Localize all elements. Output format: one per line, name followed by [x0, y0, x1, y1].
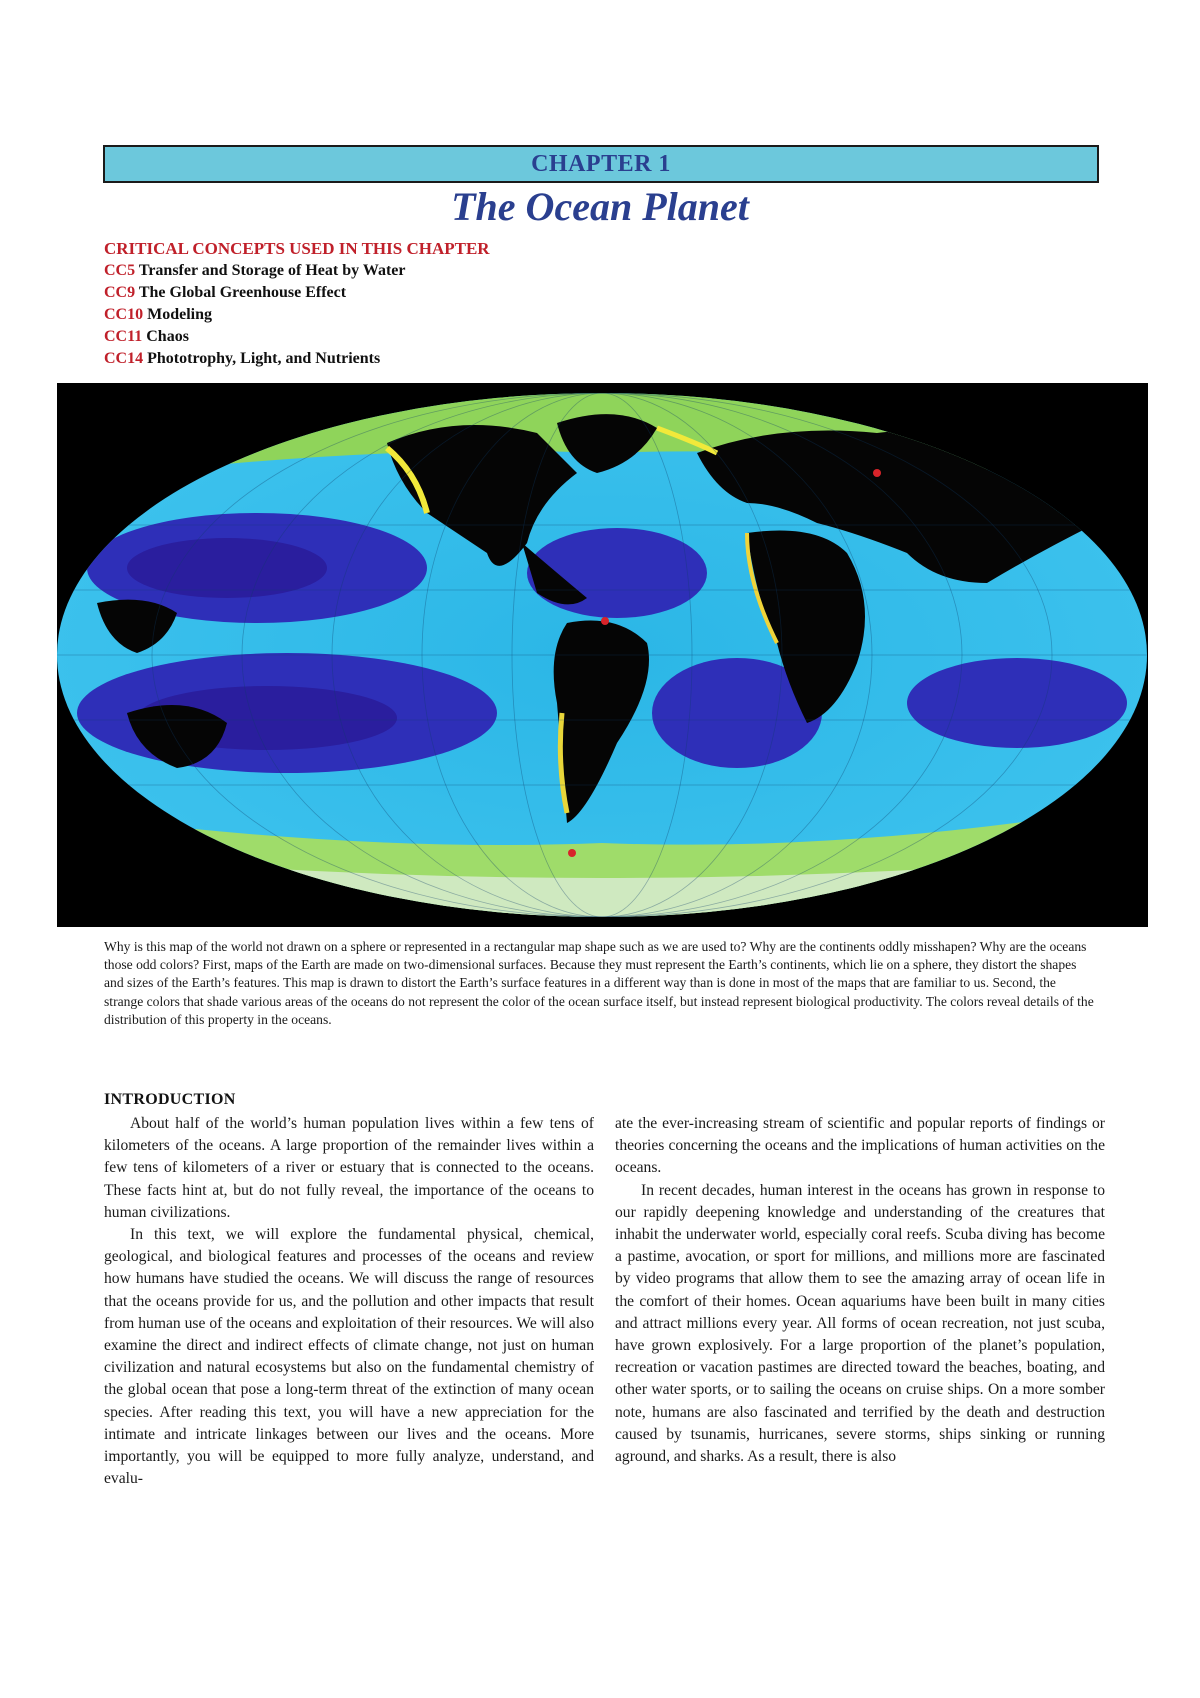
concept-text: Chaos: [146, 328, 189, 345]
world-map-graphic: [57, 383, 1148, 927]
body-column-left: [104, 1113, 594, 1490]
concept-code: CC10: [104, 306, 144, 323]
north-pacific-gyre-core: [127, 538, 327, 598]
concept-code: CC11: [104, 328, 143, 345]
concept-text: The Global Greenhouse Effect: [138, 284, 347, 301]
high-productivity-spot: [568, 849, 576, 857]
body-paragraph-continuation: ate the ever-increasing stream of scientific and popular reports of findings or theories concerning the oceans and the implications of human activities on the oceans.: [615, 1115, 1105, 1177]
concept-text: Modeling: [147, 306, 212, 323]
ocean-productivity-map: [57, 383, 1148, 927]
concept-text: Transfer and Storage of Heat by Water: [138, 262, 406, 279]
body-paragraph: About half of the world’s human population lives within a few tens of kilometers of the oceans. A large proportion of the remainder lives within a few tens of kilometers of a river or estuary that is connected to the oceans. These facts hint at, but do not fully reveal, the importance of the oceans to human civilizations.: [104, 1115, 594, 1221]
concept-item: [104, 260, 804, 282]
indian-ocean-gyre: [907, 658, 1127, 748]
figure-caption: Why is this map of the world not drawn on a sphere or represented in a rectangular map shape such as we are used to? Why are the continents oddly misshapen? Why are the oceans those odd colors? First, maps of the Earth are made on two-dimensional surfaces. Because they must represent the Earth’s continents, which lie on a sphere, they distort the shapes and sizes of the Earth’s features. This map is drawn to distort the Earth’s surface features in a different way than is done in most of the maps that are familiar to us. Second, the strange colors that shade various areas of the oceans do not represent the color of the ocean surface itself, but instead represent biological productivity. The colors reveal details of the distribution of this property in the oceans.: [104, 939, 1094, 1027]
concept-code: CC9: [104, 284, 136, 301]
high-productivity-spot: [601, 617, 609, 625]
chapter-title: The Ocean Planet: [451, 184, 749, 229]
high-productivity-spot: [873, 469, 881, 477]
body-column-right: [615, 1113, 1105, 1468]
concept-code: CC14: [104, 350, 144, 367]
introduction-heading: INTRODUCTION: [104, 1091, 236, 1108]
chapter-label: CHAPTER 1: [531, 150, 671, 177]
body-paragraph: In recent decades, human interest in the oceans has grown in response to our rapidly deepening knowledge and understanding of the creatures that inhabit the underwater world, especially coral reefs. Scuba diving has become a pastime, avocation, or sport for millions, and millions more are fascinated by video programs that allow them to see the amazing array of ocean life in the comfort of their homes. Ocean aquariums have been built in many cities and attract millions every year. All forms of ocean recreation, not just scuba, have grown explosively. For a large proportion of the planet’s population, recreation or vacation pastimes are directed toward the beaches, boating, and other water sports, or to sailing the oceans on cruise ships. On a more somber note, humans are also fascinated and terrified by the death and destruction caused by tsunamis, hurricanes, severe storms, ships sinking or running aground, and sharks. As a result, there is also: [615, 1181, 1105, 1466]
body-paragraph: In this text, we will explore the fundamental physical, chemical, geological, and biological features and processes of the oceans and review how humans have studied the oceans. We will discuss the range of resources that the oceans provide for us, and the pollution and other impacts that result from human use of the oceans and exploitation of their resources. We will also examine the direct and indirect effects of climate change, not just on human civilization and natural ecosystems but also on the fundamental chemistry of the global ocean that pose a long-term threat of the extinction of many ocean species. After reading this text, you will have a new appreciation for the intimate and intricate linkages between our lives and the oceans. More importantly, you will be equipped to more fully analyze, understand, and evalu-: [104, 1226, 594, 1488]
concept-text: Phototrophy, Light, and Nutrients: [147, 350, 381, 367]
concept-item: [104, 304, 804, 326]
concept-code: CC5: [104, 262, 136, 279]
concept-item: [104, 282, 804, 304]
concept-item: [104, 326, 804, 348]
chapter-banner: [103, 145, 1099, 183]
critical-concepts: [104, 238, 804, 370]
critical-concepts-heading: CRITICAL CONCEPTS USED IN THIS CHAPTER: [104, 239, 490, 258]
concept-item: [104, 348, 804, 370]
